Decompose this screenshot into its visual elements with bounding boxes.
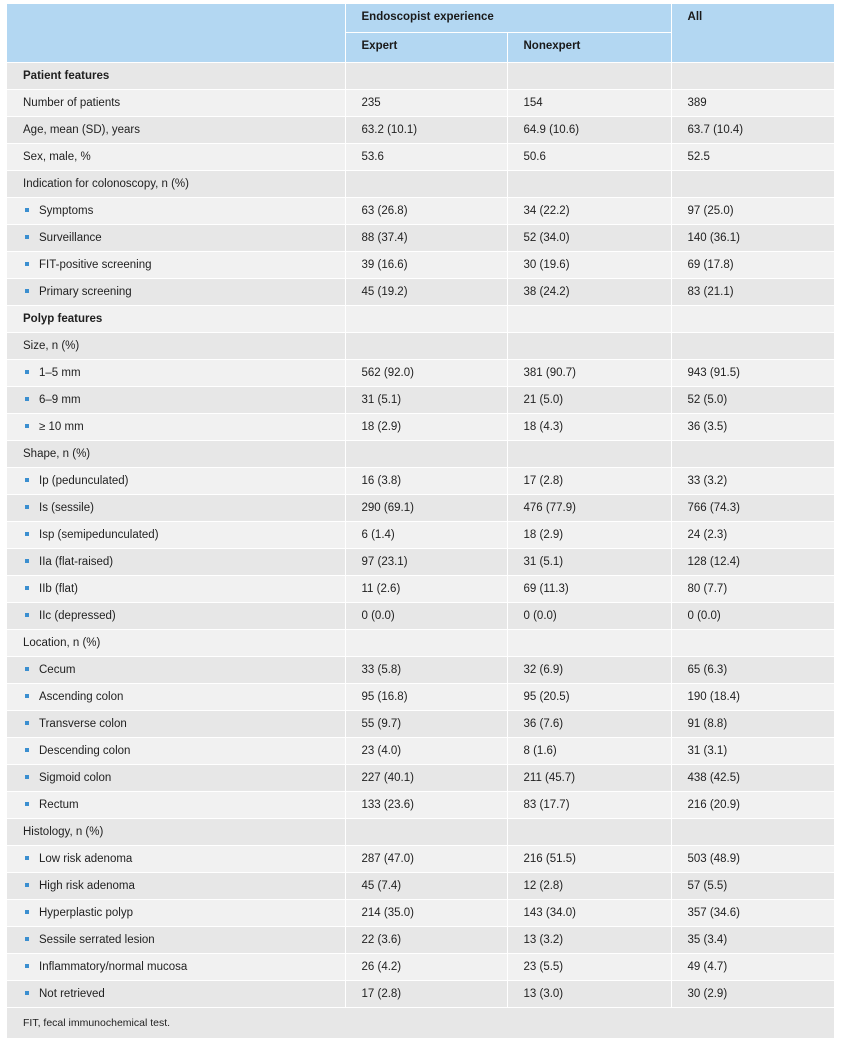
cell-expert: 11 (2.6) bbox=[345, 576, 507, 603]
cell-nonexpert: 18 (4.3) bbox=[507, 414, 671, 441]
cell-expert: 16 (3.8) bbox=[345, 468, 507, 495]
bullet-icon bbox=[25, 721, 29, 725]
cell-nonexpert: 154 bbox=[507, 90, 671, 117]
cell-expert: 0 (0.0) bbox=[345, 603, 507, 630]
row-label-text: Polyp features bbox=[23, 313, 103, 325]
section-row bbox=[7, 306, 834, 333]
table-row bbox=[7, 252, 834, 279]
cell-nonexpert: 23 (5.5) bbox=[507, 954, 671, 981]
row-label-text: Isp (semipedunculated) bbox=[39, 529, 159, 541]
cell-nonexpert: 13 (3.0) bbox=[507, 981, 671, 1008]
row-label-text: Shape, n (%) bbox=[23, 448, 91, 460]
cell-nonexpert: 52 (34.0) bbox=[507, 225, 671, 252]
table-row bbox=[7, 90, 834, 117]
cell-nonexpert: 83 (17.7) bbox=[507, 792, 671, 819]
cell-nonexpert bbox=[507, 63, 671, 90]
cell-all: 438 (42.5) bbox=[671, 765, 834, 792]
table-row bbox=[7, 765, 834, 792]
cell-nonexpert: 12 (2.8) bbox=[507, 873, 671, 900]
cell-nonexpert: 211 (45.7) bbox=[507, 765, 671, 792]
table-row bbox=[7, 981, 834, 1008]
row-label bbox=[7, 387, 345, 414]
cell-all: 83 (21.1) bbox=[671, 279, 834, 306]
table-row bbox=[7, 657, 834, 684]
cell-nonexpert: 21 (5.0) bbox=[507, 387, 671, 414]
header-all: All bbox=[671, 4, 834, 63]
cell-expert: 287 (47.0) bbox=[345, 846, 507, 873]
cell-expert: 235 bbox=[345, 90, 507, 117]
row-label-text: Ascending colon bbox=[39, 691, 124, 703]
bullet-icon bbox=[25, 802, 29, 806]
row-label-text: Age, mean (SD), years bbox=[23, 124, 140, 136]
cell-all: 80 (7.7) bbox=[671, 576, 834, 603]
row-label bbox=[7, 954, 345, 981]
cell-expert: 97 (23.1) bbox=[345, 549, 507, 576]
group-row bbox=[7, 171, 834, 198]
row-label-text: Patient features bbox=[23, 70, 110, 82]
cell-all: 52.5 bbox=[671, 144, 834, 171]
row-label bbox=[7, 333, 345, 360]
cell-all bbox=[671, 306, 834, 333]
cell-nonexpert: 381 (90.7) bbox=[507, 360, 671, 387]
row-label-text: Symptoms bbox=[39, 205, 94, 217]
row-label bbox=[7, 684, 345, 711]
row-label-text: Cecum bbox=[39, 664, 76, 676]
cell-all: 389 bbox=[671, 90, 834, 117]
row-label bbox=[7, 765, 345, 792]
cell-expert: 17 (2.8) bbox=[345, 981, 507, 1008]
cell-expert bbox=[345, 819, 507, 846]
cell-nonexpert bbox=[507, 630, 671, 657]
group-row bbox=[7, 819, 834, 846]
row-label-text: Descending colon bbox=[39, 745, 131, 757]
cell-expert: 55 (9.7) bbox=[345, 711, 507, 738]
bullet-icon bbox=[25, 775, 29, 779]
row-label-text: Is (sessile) bbox=[39, 502, 94, 514]
bullet-icon bbox=[25, 370, 29, 374]
cell-nonexpert bbox=[507, 333, 671, 360]
table-row bbox=[7, 576, 834, 603]
bullet-icon bbox=[25, 883, 29, 887]
cell-nonexpert: 95 (20.5) bbox=[507, 684, 671, 711]
row-label bbox=[7, 360, 345, 387]
table-row bbox=[7, 846, 834, 873]
table-row bbox=[7, 684, 834, 711]
table-row bbox=[7, 711, 834, 738]
row-label-text: 1–5 mm bbox=[39, 367, 81, 379]
cell-all: 52 (5.0) bbox=[671, 387, 834, 414]
row-label-text: FIT-positive screening bbox=[39, 259, 152, 271]
cell-nonexpert: 476 (77.9) bbox=[507, 495, 671, 522]
row-label bbox=[7, 144, 345, 171]
table-footnote: FIT, fecal immunochemical test. bbox=[7, 1007, 834, 1038]
bullet-icon bbox=[25, 937, 29, 941]
bullet-icon bbox=[25, 208, 29, 212]
header-endoscopist-experience: Endoscopist experience bbox=[345, 4, 671, 33]
bullet-icon bbox=[25, 397, 29, 401]
group-row bbox=[7, 333, 834, 360]
bullet-icon bbox=[25, 289, 29, 293]
row-label bbox=[7, 198, 345, 225]
cell-all: 24 (2.3) bbox=[671, 522, 834, 549]
cell-nonexpert: 38 (24.2) bbox=[507, 279, 671, 306]
row-label-text: Ip (pedunculated) bbox=[39, 475, 129, 487]
cell-expert: 45 (19.2) bbox=[345, 279, 507, 306]
row-label-text: Sessile serrated lesion bbox=[39, 934, 155, 946]
bullet-icon bbox=[25, 694, 29, 698]
table-row bbox=[7, 873, 834, 900]
bullet-icon bbox=[25, 505, 29, 509]
cell-expert: 33 (5.8) bbox=[345, 657, 507, 684]
cell-all: 35 (3.4) bbox=[671, 927, 834, 954]
row-label bbox=[7, 900, 345, 927]
cell-all: 0 (0.0) bbox=[671, 603, 834, 630]
cell-all: 140 (36.1) bbox=[671, 225, 834, 252]
cell-all: 69 (17.8) bbox=[671, 252, 834, 279]
cell-expert bbox=[345, 441, 507, 468]
cell-nonexpert: 36 (7.6) bbox=[507, 711, 671, 738]
cell-all: 36 (3.5) bbox=[671, 414, 834, 441]
cell-expert: 53.6 bbox=[345, 144, 507, 171]
row-label bbox=[7, 846, 345, 873]
table-row bbox=[7, 900, 834, 927]
cell-nonexpert: 8 (1.6) bbox=[507, 738, 671, 765]
row-label-text: IIa (flat-raised) bbox=[39, 556, 114, 568]
cell-nonexpert: 31 (5.1) bbox=[507, 549, 671, 576]
row-label bbox=[7, 792, 345, 819]
bullet-icon bbox=[25, 991, 29, 995]
cell-all: 216 (20.9) bbox=[671, 792, 834, 819]
cell-nonexpert: 13 (3.2) bbox=[507, 927, 671, 954]
cell-all: 503 (48.9) bbox=[671, 846, 834, 873]
row-label bbox=[7, 495, 345, 522]
cell-all: 190 (18.4) bbox=[671, 684, 834, 711]
row-label bbox=[7, 873, 345, 900]
row-label-text: Inflammatory/normal mucosa bbox=[39, 961, 188, 973]
cell-expert: 26 (4.2) bbox=[345, 954, 507, 981]
row-label bbox=[7, 63, 345, 90]
table-row bbox=[7, 927, 834, 954]
row-label bbox=[7, 738, 345, 765]
cell-nonexpert: 69 (11.3) bbox=[507, 576, 671, 603]
row-label-text: Number of patients bbox=[23, 97, 121, 109]
row-label-text: Transverse colon bbox=[39, 718, 127, 730]
row-label bbox=[7, 549, 345, 576]
header-expert: Expert bbox=[345, 33, 507, 63]
cell-expert bbox=[345, 171, 507, 198]
cell-expert: 63.2 (10.1) bbox=[345, 117, 507, 144]
cell-all: 30 (2.9) bbox=[671, 981, 834, 1008]
cell-all bbox=[671, 171, 834, 198]
row-label-text: Low risk adenoma bbox=[39, 853, 133, 865]
row-label bbox=[7, 225, 345, 252]
cell-expert bbox=[345, 306, 507, 333]
cell-expert: 6 (1.4) bbox=[345, 522, 507, 549]
bullet-icon bbox=[25, 964, 29, 968]
cell-expert: 290 (69.1) bbox=[345, 495, 507, 522]
row-label bbox=[7, 657, 345, 684]
row-label bbox=[7, 630, 345, 657]
row-label-text: Hyperplastic polyp bbox=[39, 907, 133, 919]
cell-nonexpert: 50.6 bbox=[507, 144, 671, 171]
cell-all: 63.7 (10.4) bbox=[671, 117, 834, 144]
row-label bbox=[7, 468, 345, 495]
cell-all: 49 (4.7) bbox=[671, 954, 834, 981]
bullet-icon bbox=[25, 748, 29, 752]
bullet-icon bbox=[25, 262, 29, 266]
cell-expert bbox=[345, 333, 507, 360]
row-label-text: Sigmoid colon bbox=[39, 772, 112, 784]
cell-expert: 45 (7.4) bbox=[345, 873, 507, 900]
row-label-text: Primary screening bbox=[39, 286, 132, 298]
cell-expert: 18 (2.9) bbox=[345, 414, 507, 441]
cell-nonexpert bbox=[507, 171, 671, 198]
row-label bbox=[7, 414, 345, 441]
cell-nonexpert: 30 (19.6) bbox=[507, 252, 671, 279]
cell-nonexpert: 32 (6.9) bbox=[507, 657, 671, 684]
cell-all: 57 (5.5) bbox=[671, 873, 834, 900]
table-row bbox=[7, 549, 834, 576]
group-row bbox=[7, 630, 834, 657]
cell-all bbox=[671, 333, 834, 360]
table-row bbox=[7, 792, 834, 819]
cell-all: 65 (6.3) bbox=[671, 657, 834, 684]
table-row bbox=[7, 198, 834, 225]
row-label-text: IIc (depressed) bbox=[39, 610, 116, 622]
bullet-icon bbox=[25, 613, 29, 617]
row-label bbox=[7, 90, 345, 117]
row-label-text: Surveillance bbox=[39, 232, 102, 244]
cell-nonexpert: 17 (2.8) bbox=[507, 468, 671, 495]
cell-expert bbox=[345, 630, 507, 657]
cell-all: 31 (3.1) bbox=[671, 738, 834, 765]
section-row bbox=[7, 63, 834, 90]
row-label bbox=[7, 522, 345, 549]
cell-all bbox=[671, 630, 834, 657]
table-row bbox=[7, 738, 834, 765]
cell-expert: 22 (3.6) bbox=[345, 927, 507, 954]
row-label bbox=[7, 279, 345, 306]
cell-expert: 23 (4.0) bbox=[345, 738, 507, 765]
bullet-icon bbox=[25, 235, 29, 239]
cell-nonexpert: 34 (22.2) bbox=[507, 198, 671, 225]
table-row bbox=[7, 603, 834, 630]
row-label bbox=[7, 603, 345, 630]
cell-expert bbox=[345, 63, 507, 90]
cell-all: 91 (8.8) bbox=[671, 711, 834, 738]
row-label-text: Indication for colonoscopy, n (%) bbox=[23, 178, 189, 190]
cell-expert: 95 (16.8) bbox=[345, 684, 507, 711]
row-label bbox=[7, 819, 345, 846]
cell-all bbox=[671, 441, 834, 468]
table-row bbox=[7, 414, 834, 441]
table-row bbox=[7, 225, 834, 252]
row-label bbox=[7, 981, 345, 1008]
table-header bbox=[7, 4, 834, 63]
cell-nonexpert bbox=[507, 441, 671, 468]
header-nonexpert: Nonexpert bbox=[507, 33, 671, 63]
bullet-icon bbox=[25, 532, 29, 536]
characteristics-table-container bbox=[7, 4, 834, 1038]
row-label-text: Rectum bbox=[39, 799, 79, 811]
table-row bbox=[7, 954, 834, 981]
cell-all bbox=[671, 63, 834, 90]
row-label-text: 6–9 mm bbox=[39, 394, 81, 406]
row-label bbox=[7, 252, 345, 279]
cell-expert: 63 (26.8) bbox=[345, 198, 507, 225]
cell-nonexpert: 18 (2.9) bbox=[507, 522, 671, 549]
cell-expert: 39 (16.6) bbox=[345, 252, 507, 279]
cell-nonexpert: 216 (51.5) bbox=[507, 846, 671, 873]
table-row bbox=[7, 117, 834, 144]
cell-all: 33 (3.2) bbox=[671, 468, 834, 495]
row-label bbox=[7, 927, 345, 954]
row-label-text: Sex, male, % bbox=[23, 151, 91, 163]
row-label-text: Not retrieved bbox=[39, 988, 105, 1000]
characteristics-table bbox=[7, 4, 834, 1007]
row-label bbox=[7, 441, 345, 468]
bullet-icon bbox=[25, 424, 29, 428]
cell-nonexpert: 0 (0.0) bbox=[507, 603, 671, 630]
table-body bbox=[7, 63, 834, 1008]
cell-nonexpert: 64.9 (10.6) bbox=[507, 117, 671, 144]
row-label-text: Location, n (%) bbox=[23, 637, 101, 649]
row-label bbox=[7, 711, 345, 738]
bullet-icon bbox=[25, 667, 29, 671]
cell-all: 357 (34.6) bbox=[671, 900, 834, 927]
cell-all: 943 (91.5) bbox=[671, 360, 834, 387]
table-row bbox=[7, 279, 834, 306]
cell-nonexpert bbox=[507, 819, 671, 846]
group-row bbox=[7, 441, 834, 468]
bullet-icon bbox=[25, 586, 29, 590]
table-row bbox=[7, 522, 834, 549]
table-row bbox=[7, 144, 834, 171]
bullet-icon bbox=[25, 856, 29, 860]
row-label-text: High risk adenoma bbox=[39, 880, 135, 892]
row-label-text: Size, n (%) bbox=[23, 340, 80, 352]
row-label-text: ≥ 10 mm bbox=[39, 421, 84, 433]
cell-all: 128 (12.4) bbox=[671, 549, 834, 576]
cell-expert: 227 (40.1) bbox=[345, 765, 507, 792]
cell-expert: 31 (5.1) bbox=[345, 387, 507, 414]
cell-all: 97 (25.0) bbox=[671, 198, 834, 225]
cell-expert: 214 (35.0) bbox=[345, 900, 507, 927]
cell-nonexpert: 143 (34.0) bbox=[507, 900, 671, 927]
table-row bbox=[7, 495, 834, 522]
row-label bbox=[7, 306, 345, 333]
cell-all: 766 (74.3) bbox=[671, 495, 834, 522]
table-row bbox=[7, 468, 834, 495]
row-label-text: IIb (flat) bbox=[39, 583, 78, 595]
cell-expert: 562 (92.0) bbox=[345, 360, 507, 387]
cell-expert: 88 (37.4) bbox=[345, 225, 507, 252]
row-label bbox=[7, 171, 345, 198]
cell-nonexpert bbox=[507, 306, 671, 333]
bullet-icon bbox=[25, 478, 29, 482]
cell-expert: 133 (23.6) bbox=[345, 792, 507, 819]
bullet-icon bbox=[25, 559, 29, 563]
header-blank bbox=[7, 4, 345, 63]
row-label bbox=[7, 576, 345, 603]
cell-all bbox=[671, 819, 834, 846]
table-row bbox=[7, 387, 834, 414]
row-label bbox=[7, 117, 345, 144]
table-row bbox=[7, 360, 834, 387]
bullet-icon bbox=[25, 910, 29, 914]
row-label-text: Histology, n (%) bbox=[23, 826, 104, 838]
